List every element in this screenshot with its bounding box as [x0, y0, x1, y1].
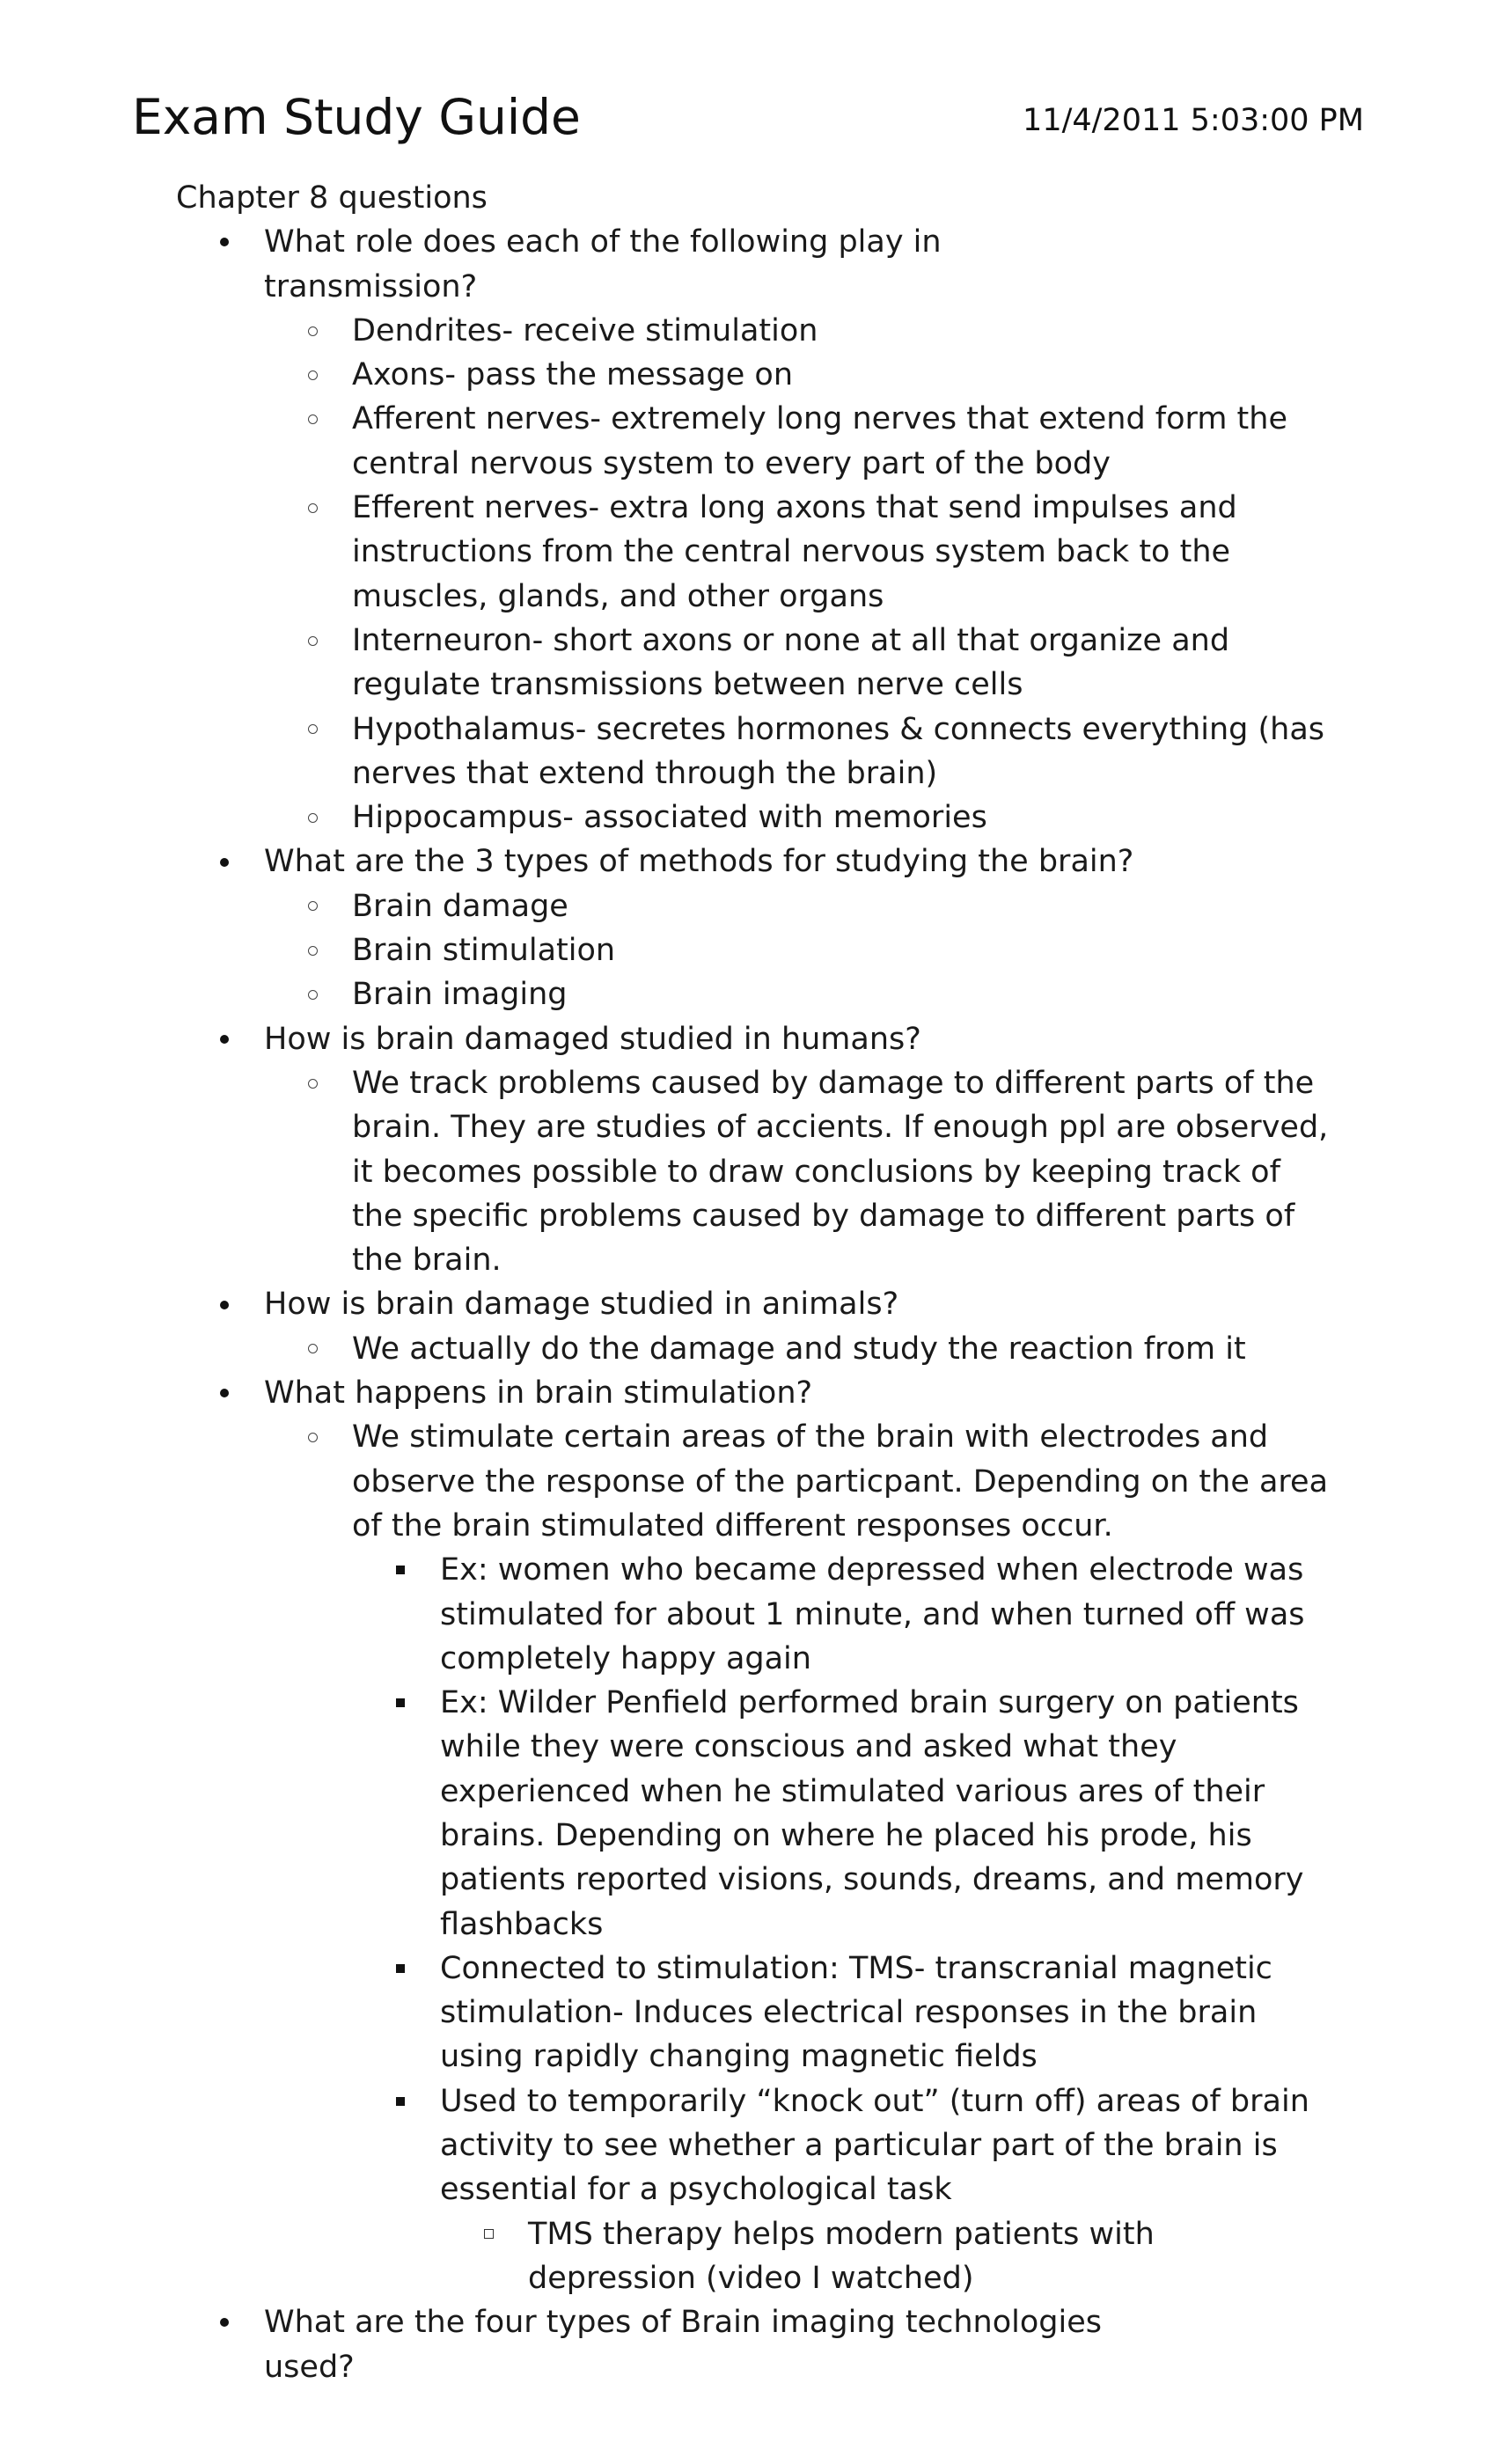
question-item — [0, 2300, 1496, 2389]
bullet-circle-icon — [306, 884, 352, 928]
answer-item — [0, 708, 1496, 796]
bullet-dot-icon — [218, 2300, 264, 2344]
bullet-circle-icon — [306, 1327, 352, 1371]
question-text: What are the four types of Brain imaging technologies used? — [264, 2305, 1102, 2385]
answer-item — [0, 619, 1496, 708]
answer-text: Brain imaging — [352, 977, 568, 1013]
question-text: How is brain damaged studied in humans? — [264, 1021, 921, 1057]
answer-item — [0, 1415, 1496, 1548]
question-text: How is brain damage studied in animals? — [264, 1287, 899, 1323]
bullet-dot-icon — [218, 840, 264, 884]
sub-answer-item — [0, 1947, 1496, 2079]
answer-text: Interneuron- short axons or none at all that organize and regulate transmissions between nerve cells — [352, 622, 1230, 703]
answer-text: Afferent nerves- extremely long nerves that extend form the central nervous system to every part of the body — [352, 401, 1287, 481]
bullet-circle-icon — [306, 796, 352, 840]
answer-text: Hypothalamus- secretes hormones & connects everything (has nerves that extend through the brain) — [352, 711, 1325, 791]
answer-text: Brain damage — [352, 888, 568, 924]
answer-item — [0, 486, 1496, 619]
answer-text: Axons- pass the message on — [352, 357, 794, 393]
answer-text: Efferent nerves- extra long axons that send impulses and instructions from the central nervous system back to the muscles, glands, and other organs — [352, 490, 1237, 614]
answer-item — [0, 309, 1496, 353]
study-guide-body — [0, 176, 1496, 2389]
bullet-circle-icon — [306, 309, 352, 353]
bullet-dot-icon — [218, 1282, 264, 1326]
question-item — [0, 840, 1496, 884]
sub-answer-item — [0, 2079, 1496, 2212]
bullet-circle-icon — [306, 397, 352, 441]
bullet-square-icon — [394, 1947, 440, 1991]
section-heading — [0, 176, 1496, 220]
question-text: What role does each of the following play in transmission? — [264, 224, 942, 304]
bullet-dot-icon — [218, 1017, 264, 1061]
bullet-dot-icon — [218, 1371, 264, 1415]
answer-text: Brain stimulation — [352, 933, 616, 969]
document-header — [132, 86, 1364, 157]
sub-answer-item — [0, 1681, 1496, 1947]
sub-answer-text: Ex: women who became depressed when electrode was stimulated for about 1 minute, and when turned off was completely happy again — [440, 1552, 1305, 1676]
question-item — [0, 220, 1496, 309]
question-item — [0, 1371, 1496, 1415]
answer-item — [0, 796, 1496, 840]
sub-answer-text: Used to temporarily “knock out” (turn off) areas of brain activity to see whether a particular part of the brain is essential for a psychological task — [440, 2083, 1309, 2208]
question-item — [0, 1282, 1496, 1326]
document-title: Exam Study Guide — [132, 89, 581, 145]
bullet-dot-icon — [218, 220, 264, 264]
bullet-square-icon — [394, 2079, 440, 2123]
bullet-circle-icon — [306, 486, 352, 530]
sub-answer-text: Ex: Wilder Penfield performed brain surgery on patients while they were conscious and asked what they experienced when he stimulated various ares of their brains. Depending on where he placed his prode, his patients reported visions, sounds, dreams, and memory flashbacks — [440, 1685, 1304, 1942]
answer-text: We track problems caused by damage to different parts of the brain. They are studies of accients. If enough ppl are observed, it becomes possible to draw conclusions by keeping track of the specific problems caused by damage to different parts of the brain. — [352, 1065, 1329, 1279]
sub-sub-answer-text: TMS therapy helps modern patients with depression (video I watched) — [528, 2216, 1155, 2296]
bullet-square-icon — [394, 1548, 440, 1592]
answer-text: Hippocampus- associated with memories — [352, 800, 987, 836]
answer-text: We actually do the damage and study the reaction from it — [352, 1331, 1246, 1367]
answer-item — [0, 397, 1496, 486]
bullet-circle-icon — [306, 353, 352, 397]
bullet-hollow-square-icon — [482, 2212, 528, 2256]
question-text: What are the 3 types of methods for studying the brain? — [264, 844, 1134, 880]
chapter-heading: Chapter 8 questions — [176, 180, 488, 216]
bullet-circle-icon — [306, 928, 352, 972]
bullet-circle-icon — [306, 708, 352, 752]
sub-sub-answer-item — [0, 2212, 1496, 2301]
sub-answer-item — [0, 1548, 1496, 1681]
answer-item — [0, 1327, 1496, 1371]
answer-item — [0, 884, 1496, 928]
bullet-circle-icon — [306, 1061, 352, 1105]
bullet-square-icon — [394, 1681, 440, 1725]
answer-text: We stimulate certain areas of the brain with electrodes and observe the response of the particpant. Depending on the area of the brain stimulated different responses occur. — [352, 1419, 1329, 1544]
document-timestamp: 11/4/2011 5:03:00 PM — [1023, 103, 1364, 138]
answer-item — [0, 928, 1496, 972]
sub-answer-text: Connected to stimulation: TMS- transcranial magnetic stimulation- Induces electrical responses in the brain using rapidly changing magnetic fields — [440, 1950, 1272, 2075]
bullet-circle-icon — [306, 619, 352, 663]
bullet-circle-icon — [306, 972, 352, 1016]
bullet-circle-icon — [306, 1415, 352, 1459]
answer-text: Dendrites- receive stimulation — [352, 312, 818, 348]
answer-item — [0, 972, 1496, 1016]
answer-item — [0, 353, 1496, 397]
question-item — [0, 1017, 1496, 1061]
question-text: What happens in brain stimulation? — [264, 1375, 813, 1412]
answer-item — [0, 1061, 1496, 1282]
